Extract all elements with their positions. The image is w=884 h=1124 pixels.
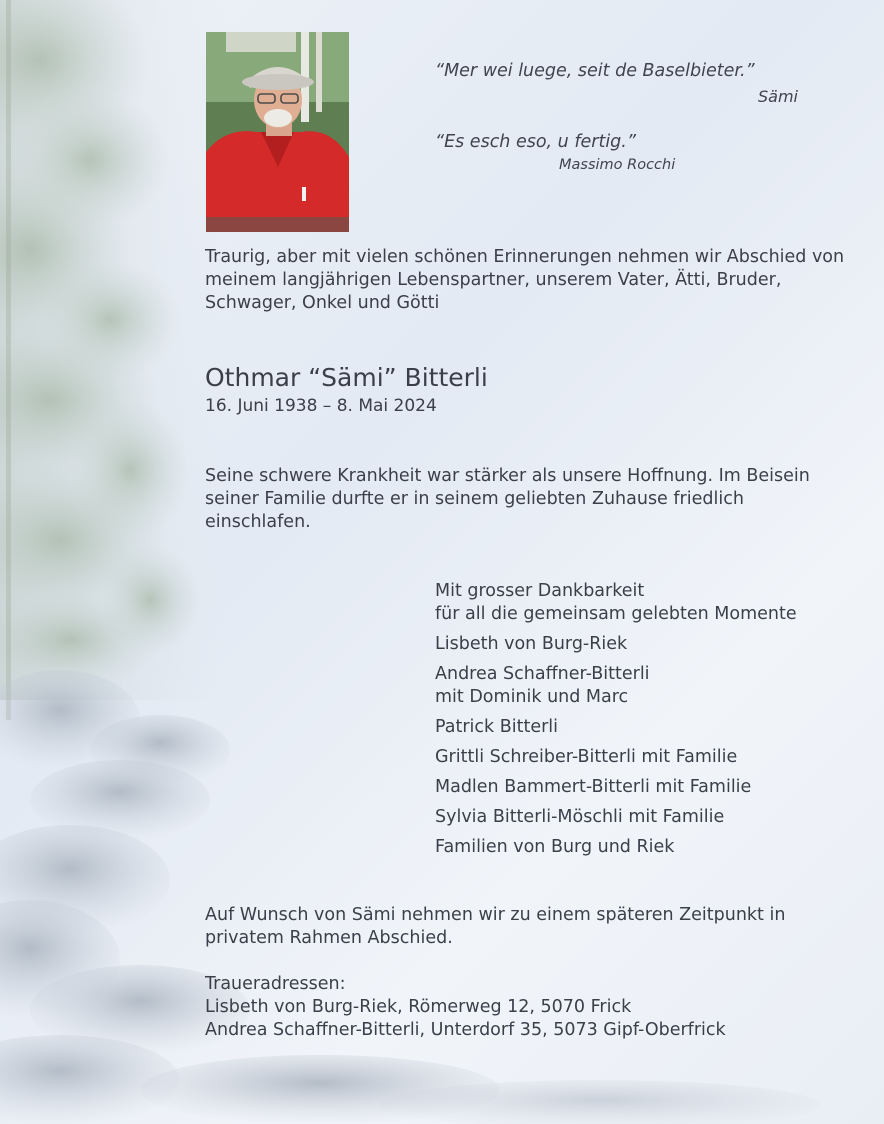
quote-1-text: “Mer wei luege, seit de Baselbieter.” [435, 61, 755, 81]
gratitude-line-2: für all die gemeinsam gelebten Momente [435, 604, 797, 624]
illness-paragraph: Seine schwere Krankheit war stärker als unsere Hoffnung. Im Beisein seiner Familie durfte er in seinem geliebten Zuhause friedlich einschlafen. [205, 466, 810, 532]
mourner-daughter: Andrea Schaffner-Bitterli [435, 664, 650, 684]
mourner-sibling-1: Grittli Schreiber-Bitterli mit Familie [435, 747, 738, 767]
mourner-families: Familien von Burg und Riek [435, 837, 675, 857]
mourner-son: Patrick Bitterli [435, 717, 559, 737]
life-dates: 16. Juni 1938 – 8. Mai 2024 [205, 396, 437, 416]
gratitude-line-1: Mit grosser Dankbarkeit [435, 581, 645, 601]
mourner-daughter-family: mit Dominik und Marc [435, 687, 629, 707]
deceased-name: Othmar “Sämi” Bitterli [205, 363, 488, 392]
quote-2-author: Massimo Rocchi [559, 157, 676, 173]
gratitude-block [435, 580, 875, 626]
farewell-wish: Auf Wunsch von Sämi nehmen wir zu einem späteren Zeitpunkt in privatem Rahmen Abschied. [205, 905, 786, 948]
mourner-sibling-2: Madlen Bammert-Bitterli mit Familie [435, 777, 752, 797]
quote-2-text: “Es esch eso, u fertig.” [435, 132, 636, 152]
mourner-partner: Lisbeth von Burg-Riek [435, 634, 628, 654]
intro-paragraph: Traurig, aber mit vielen schönen Erinnerungen nehmen wir Abschied von meinem langjährigen Lebenspartner, unserem Vater, Ätti, Bruder, Schwager, Onkel und Götti [205, 247, 845, 313]
portrait-photo [206, 32, 349, 232]
mourners-list [435, 580, 875, 866]
addresses-heading: Traueradressen: [205, 974, 346, 994]
mourner-sibling-3: Sylvia Bitterli-Möschli mit Familie [435, 807, 725, 827]
quote-1-author: Sämi [758, 87, 798, 106]
address-line-1: Lisbeth von Burg-Riek, Römerweg 12, 5070 Frick [205, 997, 632, 1017]
mourner-daughter-block [435, 663, 875, 709]
address-line-2: Andrea Schaffner-Bitterli, Unterdorf 35, 5073 Gipf-Oberfrick [205, 1020, 726, 1040]
